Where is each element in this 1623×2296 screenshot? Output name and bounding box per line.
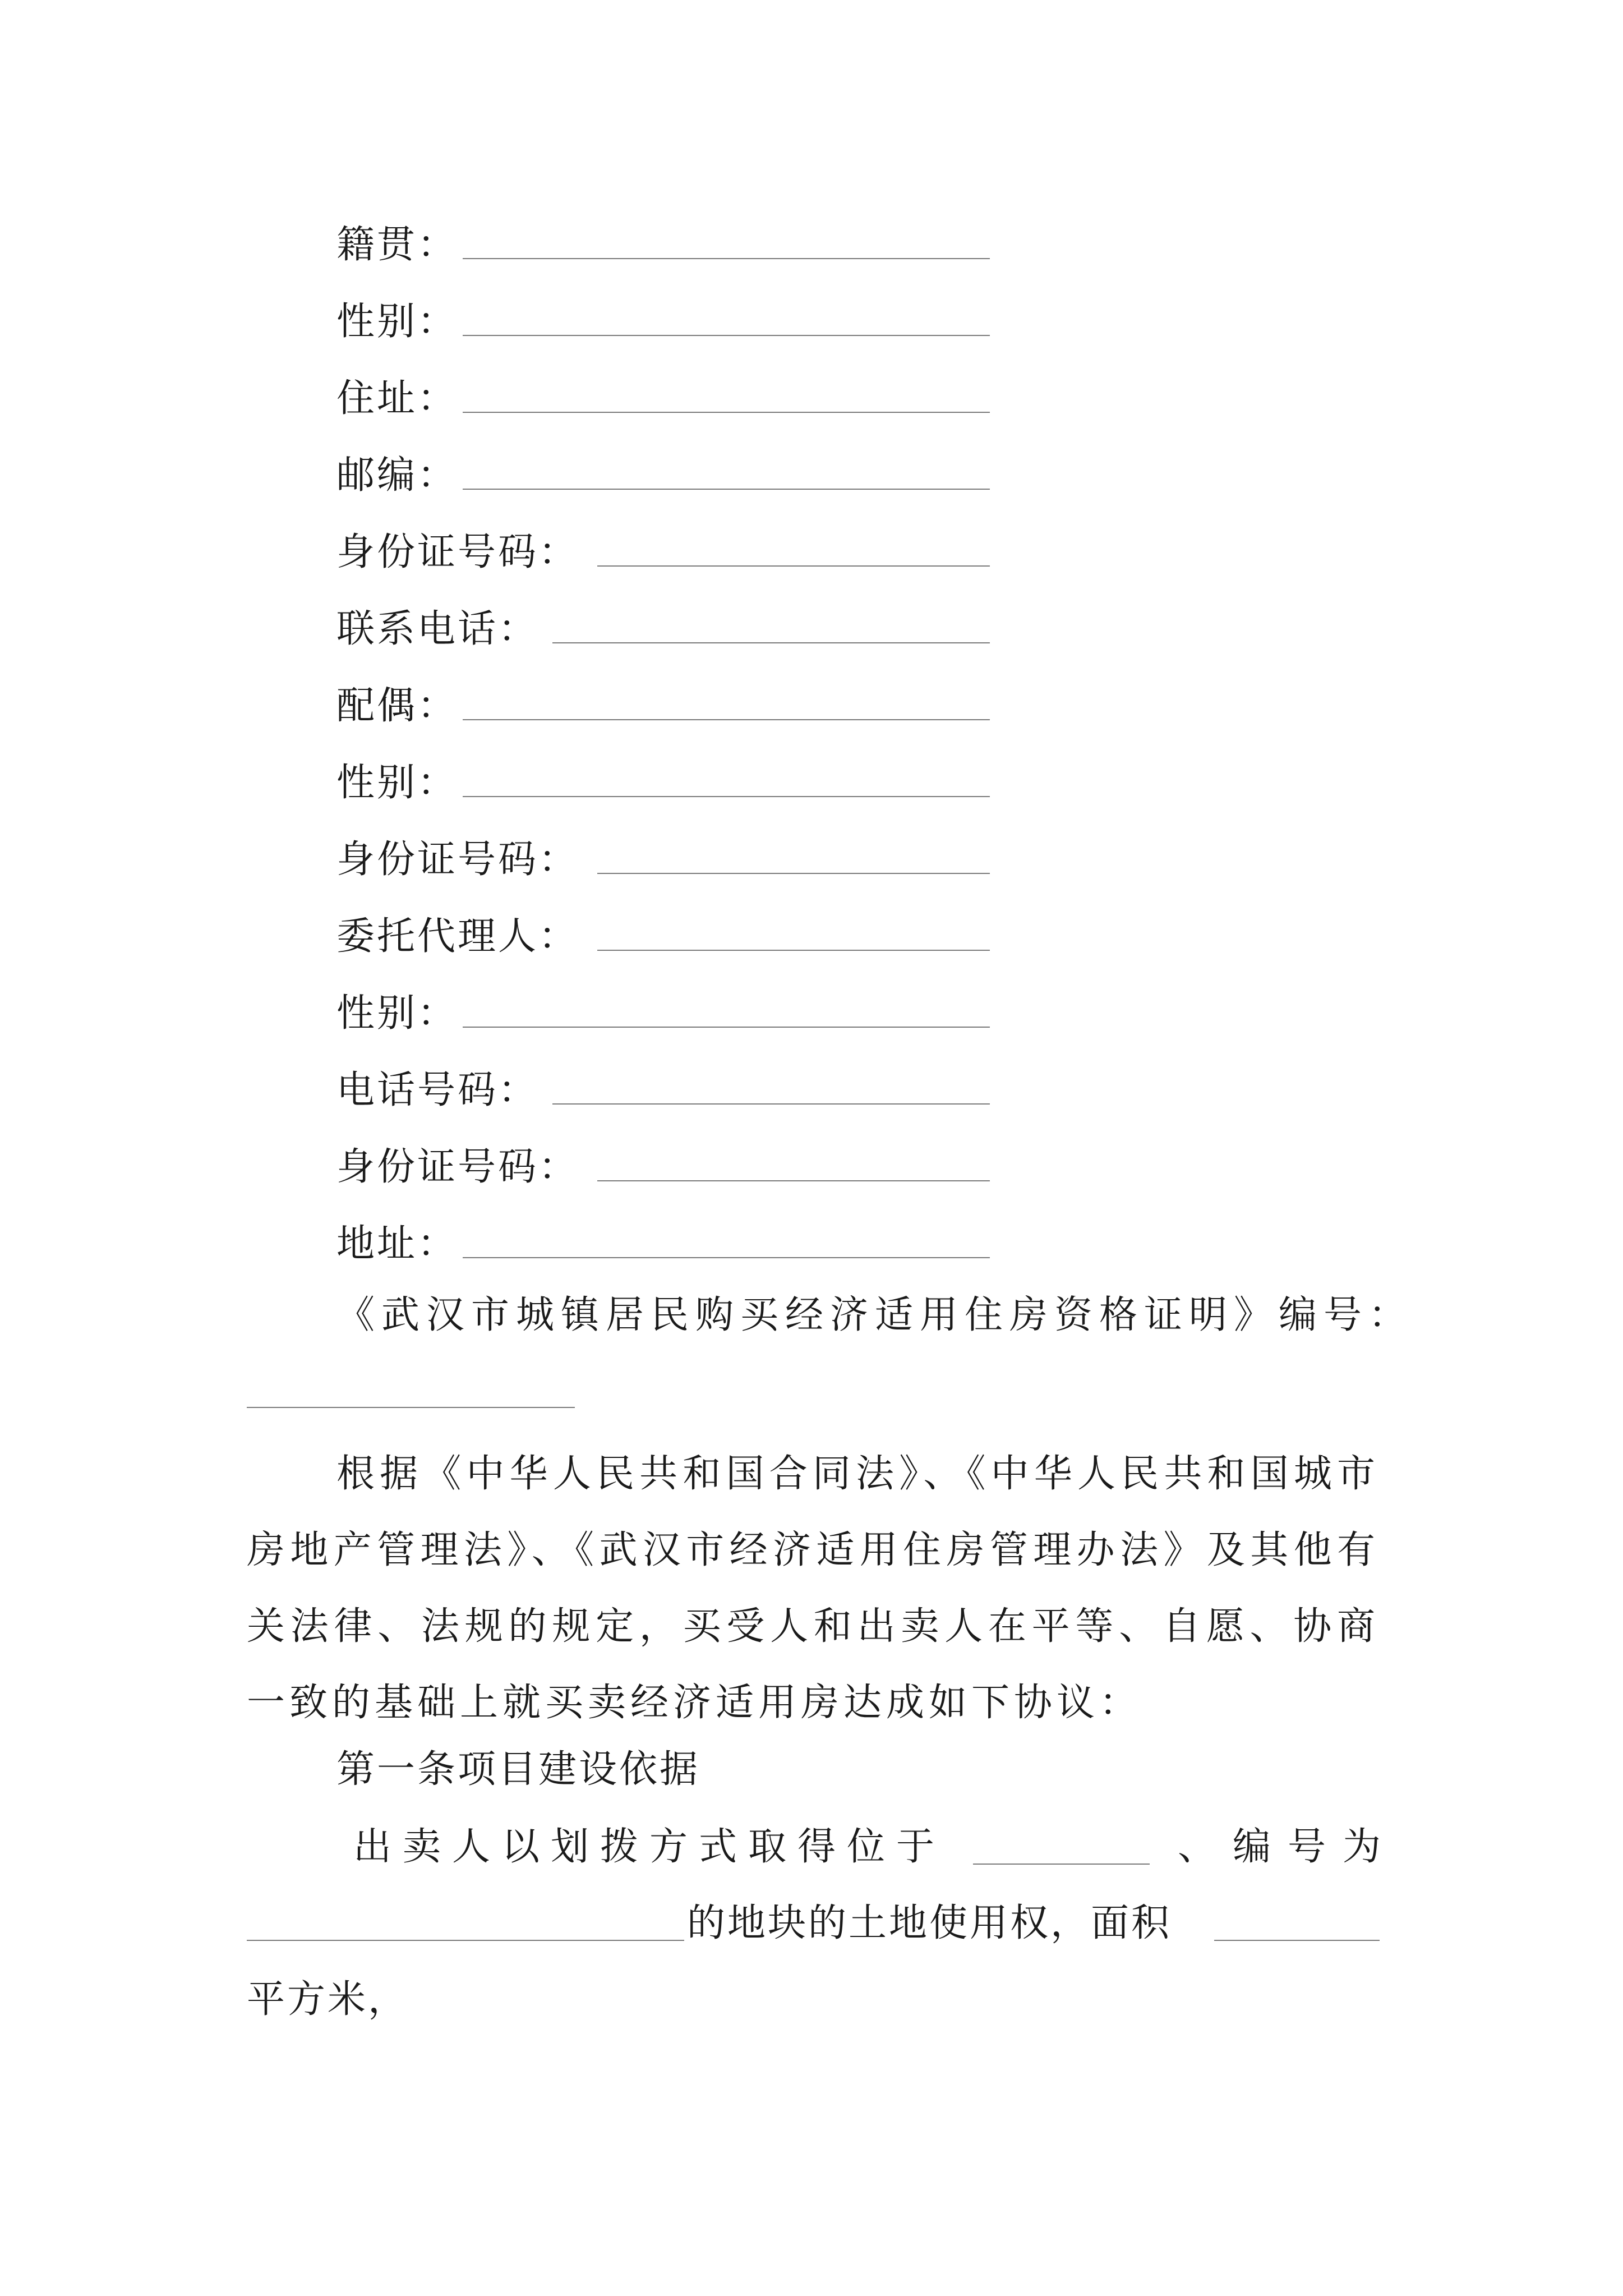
fill-in-line[interactable] [463, 719, 990, 720]
field-label: 住址： [336, 376, 458, 421]
certificate-number-label: 《武汉市城镇居民购买经济适用住房资格证明》编号： [336, 1293, 1414, 1337]
field-address [336, 367, 458, 423]
field-native-place [336, 213, 458, 269]
fill-in-line[interactable] [463, 489, 990, 490]
fill-in-line[interactable] [463, 258, 990, 259]
field-agent [336, 905, 579, 961]
plot-number-line[interactable] [247, 1940, 684, 1941]
field-phone [336, 597, 538, 654]
location-line[interactable] [973, 1864, 1150, 1865]
field-gender [336, 290, 458, 346]
field-agent-id-number [336, 1135, 579, 1191]
fill-in-line[interactable] [597, 1180, 990, 1181]
fill-in-line[interactable] [552, 1103, 990, 1105]
field-label: 身份证号码： [336, 530, 579, 574]
field-id-number [336, 521, 579, 577]
fill-in-line[interactable] [597, 873, 990, 874]
field-label: 委托代理人： [336, 914, 579, 959]
field-label: 性别： [336, 299, 458, 344]
field-label: 邮编： [336, 453, 458, 498]
field-label: 性别： [336, 760, 458, 805]
article-1-text-1: 出卖人以划拨方式取得位于 [353, 1825, 946, 1869]
field-agent-address [336, 1212, 458, 1268]
area-line[interactable] [1214, 1940, 1380, 1941]
fill-in-line[interactable] [597, 565, 990, 567]
field-label: 电话号码： [336, 1068, 539, 1112]
fill-in-line[interactable] [463, 796, 990, 797]
fill-in-line[interactable] [463, 1257, 990, 1258]
fill-in-line[interactable] [463, 1027, 990, 1028]
fill-in-line[interactable] [463, 335, 990, 336]
fill-in-line[interactable] [552, 642, 990, 643]
field-label: 联系电话： [336, 606, 539, 651]
field-label: 籍贯： [336, 222, 458, 267]
field-label: 身份证号码： [336, 1144, 579, 1189]
fill-in-line[interactable] [597, 950, 990, 951]
field-label: 身份证号码： [336, 837, 579, 882]
article-1-text-2: 、编号为 [1178, 1825, 1398, 1869]
field-spouse-gender [336, 751, 458, 807]
field-agent-gender [336, 982, 458, 1038]
certificate-number-line[interactable] [247, 1407, 575, 1408]
intro-paragraph: 根据《中华人民共和国合同法》、《中华人民共和国城市房地产管理法》、《武汉市经济适用住房管理办法》及其他有关法律、法规的规定，买受人和出卖人在平等、自愿、协商一致的基础上就买卖经济适用房达成如下协议： [247, 1452, 1380, 1725]
field-label: 性别： [336, 991, 458, 1036]
article-1-title: 第一条项目建设依据 [336, 1747, 700, 1792]
field-spouse [336, 674, 458, 730]
field-label: 地址： [336, 1221, 458, 1266]
article-1-text-4: 平方米， [247, 1977, 409, 2022]
field-agent-phone [336, 1059, 538, 1115]
fill-in-line[interactable] [463, 412, 990, 413]
field-label: 配偶： [336, 683, 458, 728]
field-spouse-id-number [336, 828, 579, 884]
field-postcode [336, 444, 458, 500]
article-1-text-3: 的地块的土地使用权，面积 [687, 1901, 1172, 1945]
